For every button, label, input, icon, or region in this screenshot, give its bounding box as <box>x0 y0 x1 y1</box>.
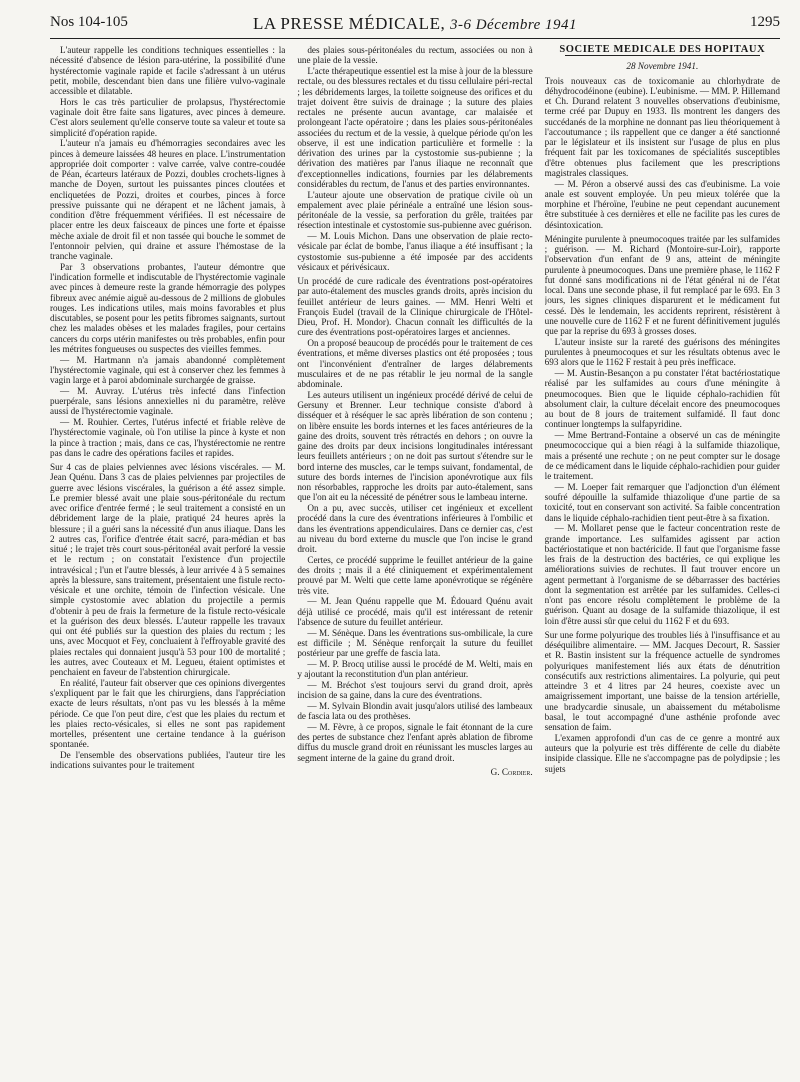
paragraph: Hors le cas très particulier de prolapsus, l'hystérectomie vaginale doit être faite sans ligatures, avec pinces à demeure. C'est alors seulement qu'elle conserve toute sa valeur et toute sa simplicité d'opération rapide. <box>50 96 286 138</box>
issue-number: Nos 104-105 <box>50 14 128 30</box>
paragraph: — M. Fèvre, à ce propos, signale le fait étonnant de la cure des pertes de substance chez l'enfant après ablation de fibrome diffus du muscle grand droit en réunissant les muscles larges au segment interne de la gaine du grand droit. <box>297 721 533 763</box>
society-heading: SOCIÉTÉ MÉDICALE DES HOPITAUX <box>559 45 766 55</box>
section-plaies-pelviennes: Sur 4 cas de plaies pelviennes avec lésions viscérales. — M. Jean Quénu. Dans 3 cas de plaies pelviennes par projectiles de guerre avec lésions viscérales, la guérison a été assez simple. Le premier blessé avait une plaie sous-péritonéale du rectum avec orifice d'entrée fermé ; le seul traitement a consisté en un débridement large de la plaie, pratiqué 24 heures après la blessure ; il a guéri sans la nécessité d'un anus iliaque. Dans les 2 autres cas, l'orifice d'entrée était sacré, para-médian et bas situé ; le trajet très court sous-péritonéal avait perforé la vessie et le rectum ; on constatait l'existence d'un projectile intravésical ; l'un et l'autre blessés, à leur arrivée 4 à 5 semaines après la blessure, sans traitement, présentaient une fistule recto-vésicale et une orchite, témoin de l'infection vésicale. Une simple cystostomie avec ablation du projectile a permis d'obtenir à peu de frais la fermeture de la fistule recto-vésicale et la guérison des deux blessés. L'auteur rappelle les travaux qui ont été publiés sur la question des plaies du rectum ; les uns, avec Mocquot et Fey, concluaient à l'effroyable gravité des plaies rectales qui donnaient jusqu'à 53 pour 100 de mortalité ; les autres, avec Couteaux et M. Legueu, étaient optimistes et penchaient en faveur de l'abstention chirurgicale. <box>50 462 286 677</box>
heading-rule <box>565 55 760 56</box>
journal-title-line <box>50 14 780 34</box>
paragraph: L'acte thérapeutique essentiel est la mise à jour de la blessure rectale, ou des blessures rectales et du tissu cellulaire péri-rectal ; les débridements larges, la toilette soigneuse des orifices et du trajet doivent être suivis de drainage ; la suture des plaies rectales ne présente aucun avantage, car malaisée et prolongeant l'acte opératoire ; dans les plaies sous-péritonéales associées du rectum et de la vessie, à quelque période qu'on les observe, il est une indication particulière et formelle : la dérivation des urines par la cystostomie sus-pubienne ; la dérivation des matières par l'anus iliaque ne reconnaît que d'exceptionnelles indications, fournies par les délabrements considérables du rectum, de l'anus et des parties environnantes. <box>297 66 533 189</box>
paragraph: On a proposé beaucoup de procédés pour le traitement de ces éventrations, et même diverses plastics ont été proposées ; tous ont l'inconvénient d'entraîner de larges délabrements musculaires et de ne pas rétablir le jeu normal de la sangle abdominale. <box>297 338 533 389</box>
author-signature: G. Cordier. <box>490 766 533 777</box>
paragraph: — M. Sénèque. Dans les éventrations sus-ombilicale, la cure est difficile ; M. Sénèque renforçait la suture du feuillet postérieur par une greffe de fascia lata. <box>297 627 533 658</box>
paragraph: — M. Auvray. L'utérus très infecté dans l'infection puerpérale, sans lésions annexielles ni du paramètre, relève aussi de l'hystérectomie vaginale. <box>50 385 286 417</box>
column-1 <box>50 45 285 1075</box>
paragraph: — M. Jean Quénu rappelle que M. Édouard Quénu avait déjà utilisé ce procédé, mais qu'il est intéressant de retenir l'absence de suture du feuillet antérieur. <box>297 596 533 627</box>
paragraph: — M. Hartmann n'a jamais abandonné complètement l'hystérectomie vaginale, qui est à conserver chez les femmes à vagin large et à paroi abdominale surchargée de graisse. <box>50 354 286 385</box>
section-eubinisme: Trois nouveaux cas de toxicomanie au chlorhydrate de déhydrocodéinone (eubine). L'eubinisme. — MM. P. Hillemand et Ch. Durand relatent 3 nouvelles observations d'eubinisme, terme créé par Dupuy en 1933. Ils montrent les dangers des succédanés de la morphine ne donnant pas lieu théoriquement à l'accoutumance ; ils rappellent que ce danger a été sanctionné par le législateur et ils insistent sur l'usage de plus en plus fréquent fait par les toxicomanes de spécialités susceptibles d'être obtenues plus facilement que les prescriptions magistrales classiques. <box>544 75 780 178</box>
paragraph: Par 3 observations probantes, l'auteur démontre que l'indication formelle et indiscutable de l'hystérectomie vaginale avec pinces à demeure reste la grande hémorragie des polypes fibreux avec anémie aiguë au-dessous de 2 millions de globules rouges. Les indications utiles, mais moins favorables et plus discutables, se posent pour les petits fibromes saignants, surtout chez les malades obèses et les malades fragiles, pour certains cancers du corps utérin manifestes ou très probables, enfin pour les métrites fongueuses ou suspectes des vieilles femmes. <box>50 261 286 354</box>
paragraph: L'examen approfondi d'un cas de ce genre a montré aux auteurs que la polyurie est très différente de celle du diabète insipide classique. Elle ne s'accompagne pas de polydipsie ; les sujets <box>544 732 780 774</box>
paragraph: — M. Austin-Besançon a pu constater l'état bactériostatique réalisé par les sulfamides au cours d'une méningite à pneumocoques. Bien que le liquide céphalo-rachidien fût absolument clair, la culture décelait encore des pneumocoques au bout de 8 jours de traitement sulfamidé. Il faut donc continuer longtemps la sulfapyridine. <box>544 368 780 430</box>
paragraph: De l'ensemble des observations publiées, l'auteur tire les indications suivantes pour le traitement <box>50 750 286 771</box>
text-columns <box>50 45 780 1075</box>
paragraph: En réalité, l'auteur fait observer que ces opinions divergentes s'expliquent par le fait que les chirurgiens, dans l'appréciation exacte de leurs résultats, n'ont pas vu les blessés à la même période. Ce que l'on peut dire, c'est que les plaies du rectum et les plaies recto-vésicales, si elles ne sont pas rapidement mortelles, présentent une certaine tendance à la guérison spontanée. <box>50 677 286 750</box>
journal-title: LA PRESSE MÉDICALE, <box>252 14 446 33</box>
paragraph: — M. P. Brocq utilise aussi le procédé de M. Welti, mais en y ajoutant la reconstitution d'un plan antérieur. <box>297 658 533 679</box>
paragraph: Certes, ce procédé supprime le feuillet antérieur de la gaine des droits ; mais il a été cliniquement et expérimentalement prouvé par M. Welti que cette lame aponévrotique se régénère très vite. <box>297 554 533 596</box>
section-polyurie: Sur une forme polyurique des troubles liés à l'insuffisance et au déséquilibre alimentaire. — MM. Jacques Decourt, R. Sassier et R. Bastin insistent sur la fréquence actuelle de syndromes polyuriques manifestement liés aux états de dénutrition consécutifs aux restrictions alimentaires. La polyurie, qui peut atteindre 3 et 4 litres par 24 heures, coexiste avec un amaigrissement important, une baisse de la tension artérielle, une bradycardie sinusale, un abaissement du métabolisme basal, le tout accompagné d'une asthénie profonde avec sensation de faim. <box>544 629 780 732</box>
paragraph: L'auteur insiste sur la rareté des guérisons des méningites purulentes à pneumocoques et sur les résultats obtenus avec le 693 alors que le 1162 F restait à peu près inefficace. <box>544 336 780 368</box>
page-header <box>50 14 780 39</box>
section-meningite: Méningite purulente à pneumocoques traitée par les sulfamides ; guérison. — M. Richard (Montoire-sur-Loir), rapporte l'observation d'un enfant de 9 ans, atteint de méningite purulente à pneumocoques. Dans une première phase, le 1162 F fut donné sans modifications ni de l'état général ni de l'état local. Dans une seconde phase, il fut remplacé par le 693. En 3 jours, les signes cliniques disparurent et le médicament fut cessé. Dès le lendemain, les accidents reprirent, résistèrent à une nouvelle cure de 1162 F et ne furent définitivement jugulés que par la reprise du 693 à grosses doses. <box>544 233 780 336</box>
paragraph: — M. Rouhier. Certes, l'utérus infecté et friable relève de l'hystérectomie vaginale, où l'on utilise la pince à kyste et non la pince à traction ; mais, dans ce cas, l'hystérectomie ne rentre pas dans le cadre des opérations faciles et rapides. <box>50 417 286 458</box>
column-3 <box>545 45 780 1075</box>
column-2 <box>297 45 532 1075</box>
paragraph: — M. Sylvain Blondin avait jusqu'alors utilisé des lambeaux de fascia lata ou des prothèses. <box>297 700 533 721</box>
paragraph: — M. Louis Michon. Dans une observation de plaie recto-vésicale par éclat de bombe, l'anus iliaque a été insuffisant ; la cystostomie sus-pubienne a été imposée par des accidents vésicaux et périvésicaux. <box>297 231 533 272</box>
paragraph: L'auteur ajoute une observation de pratique civile où un empalement avec plaie périnéale a entraîné une lésion sous-péritonéale de la vessie, sa perforation du grêle, traitées par résection intestinale et cystostomie sus-pubienne avec guérison. <box>297 189 533 231</box>
issue-date: 3-6 Décembre 1941 <box>449 17 578 33</box>
paragraph: — Mme Bertrand-Fontaine a observé un cas de méningite pneumococcique qui a bien réagi à la sulfamide thiazolique, mais a présenté une rechute ; on ne peut compter sur le dosage de ce médicament dans le liquide céphalo-rachidien pour guider le traitement. <box>544 430 780 481</box>
meeting-date: 28 Novembre 1941. <box>626 61 699 72</box>
paragraph: — M. Bréchot s'est toujours servi du grand droit, après incision de sa gaine, dans la cure des éventrations. <box>297 679 533 700</box>
paragraph: des plaies sous-péritonéales du rectum, associées ou non à une plaie de la vessie. <box>297 45 533 66</box>
paragraph: — M. Péron a observé aussi des cas d'eubinisme. La voie anale est souvent employée. Un peu mieux tolérée que la morphine et l'héroïne, l'eubine ne peut cependant aucunement être substituée à ces dernières et elle ne facilite pas les cures de désintoxication. <box>544 178 780 230</box>
section-eventrations: Un procédé de cure radicale des éventrations post-opératoires par auto-étalement des muscles grands droits, après incision du feuillet antérieur de leurs gaines. — MM. Henri Welti et François Eudel (travail de la Clinique chirurgicale de l'Hôtel-Dieu, Prof. H. Mondor). Chacun connaît les difficultés de la cure des éventrations post-opératoires larges et anciennes. <box>297 276 533 338</box>
paragraph: L'auteur rappelle les conditions techniques essentielles : la nécessité d'absence de lésion para-utérine, la possibilité d'une hystérectomie vaginale rapide et facile s'adressant à un utérus petit, mobile, descendant bien dans une filière vulvo-vaginale accessible et dilatable. <box>50 45 286 96</box>
paragraph: On a pu, avec succès, utiliser cet ingénieux et excellent procédé dans la cure des éventrations inférieures à l'ombilic et dans les éventrations appendiculaires. Dans ce dernier cas, c'est au niveau du bord externe du muscle que l'on incise le grand droit. <box>297 503 533 554</box>
paragraph: — M. Mollaret pense que le facteur concentration reste de grande importance. Les sulfamides agissent par action bactériostatique et non bactéricide. Il faut que l'organisme fasse les frais de la destruction des bactéries, ce qui explique les améliorations suivies de rechutes. Il faut trouver encore un agent permettant à l'organisme de se débarrasser des bactéries dont la segmentation est arrêtée par les sulfamides. Celles-ci n'ont pas encore résolu complètement le problème de la guérison. Quant au dosage de la sulfamide thiazolique, il est loin d'être aussi sûr que celui du 1162 F et du 693. <box>544 523 780 626</box>
paragraph: — M. Loeper fait remarquer que l'adjonction d'un élément soufré dépouille la sulfamide thiazolique d'une partie de sa toxicité, tout en conservant son activité. Sa faible concentration dans le liquide céphalo-rachidien tient peut-être à sa fixation. <box>544 481 780 523</box>
paragraph: Les auteurs utilisent un ingénieux procédé dérivé de celui de Gersuny et Brenner. Leur technique consiste d'abord à disséquer et à réséquer le sac après libération de son contenu ; on libère ensuite les bords internes et les faces antérieures de la gaine des droits, souvent très rétractés en dehors ; on ouvre la gaine des droits par deux incisions longitudinales intéressant leurs feuillets antérieurs ; on ne doit pas surtout s'étendre sur le bord interne des muscles, car le temps suivant, fondamental, de suture des bords internes de l'incision aponévrotique aux fils non résorbables, rapproche les droits par auto-étalement, sans que l'on ait eu la nécessité de pénétrer sous le lambeau interne. <box>297 389 533 503</box>
page-number: 1295 <box>750 14 780 30</box>
paragraph: L'auteur n'a jamais eu d'hémorragies secondaires avec les pinces à demeure laissées 48 heures en place. L'instrumentation appropriée doit comporter : valve carrée, valve contre-coudée de Péan, écarteurs latéraux de Pozzi, doubles crochets-lignes à manche de Doyen, surtout les puissantes pinces cloutées et encliquetées de Pozzi, droites et courbes, pinces à force pressive puissante qui ne dérapent et ne lâchent jamais, à condition d'être fréquemment vérifiées. Il est nécessaire de placer entre les deux faisceaux de pinces une forte et épaisse mèche axiale de droit fil et non tassée qui bouche le sommet de l'entonnoir pelvien, qui draine et assure l'hémostase de la tranche vaginale. <box>50 138 286 261</box>
